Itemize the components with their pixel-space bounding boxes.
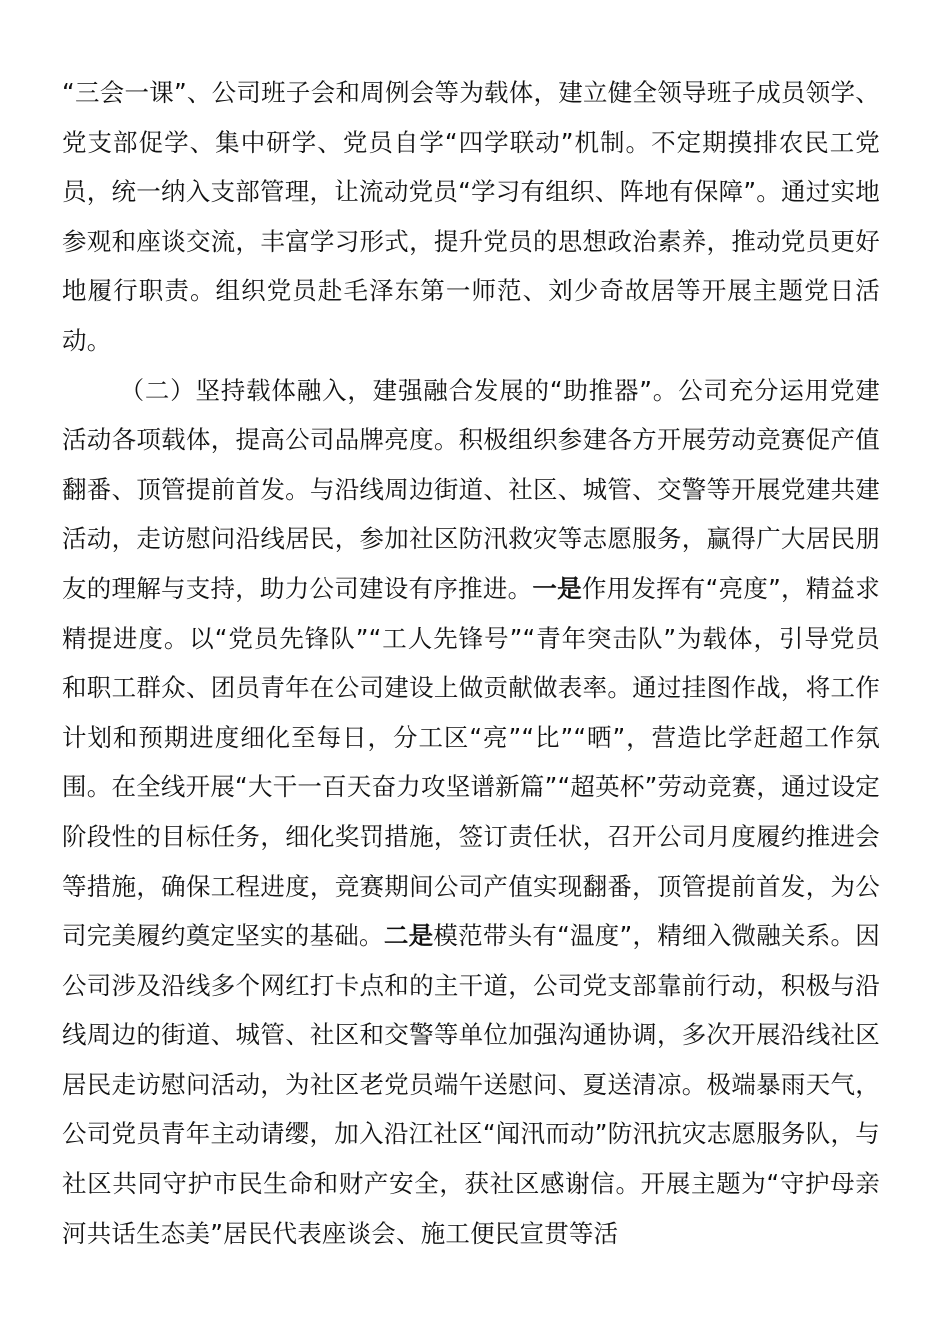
paragraph-carrier-integration — [62, 366, 880, 1259]
document-page — [62, 68, 880, 1258]
paragraph-text: 模范带头有“温度”，精细入微融关系。因公司涉及沿线多个网红打卡点和的主干道，公司党支部靠前行动，积极与沿线周边的街道、城管、社区和交警等单位加强沟通协调，多次开展沿线社区居民走访慰问活动，为社区老党员端午送慰问、夏送清凉。极端暴雨天气，公司党员青年主动请缨，加入沿江社区“闻汛而动”防汛抗灾志愿服务队，与社区共同守护市民生命和财产安全，获社区感谢信。开展主题为“守护母亲河共话生态美”居民代表座谈会、施工便民宣贯等活 — [62, 921, 880, 1248]
section-heading-text: （二）坚持载体融入，建强融合发展的“助推器”。公司充分运用党建活动各项载体，提高公司品牌亮度。积极组织参建各方开展劳动竞赛促产值翻番、顶管提前首发。与沿线周边街道、社区、城管、交警等开展党建共建活动，走访慰问沿线居民，参加社区防汛救灾等志愿服务，赢得广大居民朋友的理解与支持，助力公司建设有序推进。 — [62, 375, 880, 603]
paragraph-study-mechanism — [62, 68, 880, 366]
bold-marker-first: 一是 — [532, 573, 582, 603]
paragraph-text: 作用发挥有“亮度”，精益求精提进度。以“党员先锋队”“工人先锋号”“青年突击队”为载体，引导党员和职工群众、团员青年在公司建设上做贡献做表率。通过挂图作战，将工作计划和预期进度细化至每日，分工区“亮”“比”“晒”，营造比学赶超工作氛围。在全线开展“大干一百天奋力攻坚谱新篇”“超英杯”劳动竞赛，通过设定阶段性的目标任务，细化奖罚措施，签订责任状，召开公司月度履约推进会等措施，确保工程进度，竞赛期间公司产值实现翻番，顶管提前首发，为公司完美履约奠定坚实的基础。 — [62, 573, 880, 951]
paragraph-text: “三会一课”、公司班子会和周例会等为载体，建立健全领导班子成员领学、党支部促学、集中研学、党员自学“四学联动”机制。不定期摸排农民工党员，统一纳入支部管理，让流动党员“学习有组织、阵地有保障”。通过实地参观和座谈交流，丰富学习形式，提升党员的思想政治素养，推动党员更好地履行职责。组织党员赴毛泽东第一师范、刘少奇故居等开展主题党日活动。 — [62, 78, 880, 355]
bold-marker-second: 二是 — [383, 921, 434, 951]
